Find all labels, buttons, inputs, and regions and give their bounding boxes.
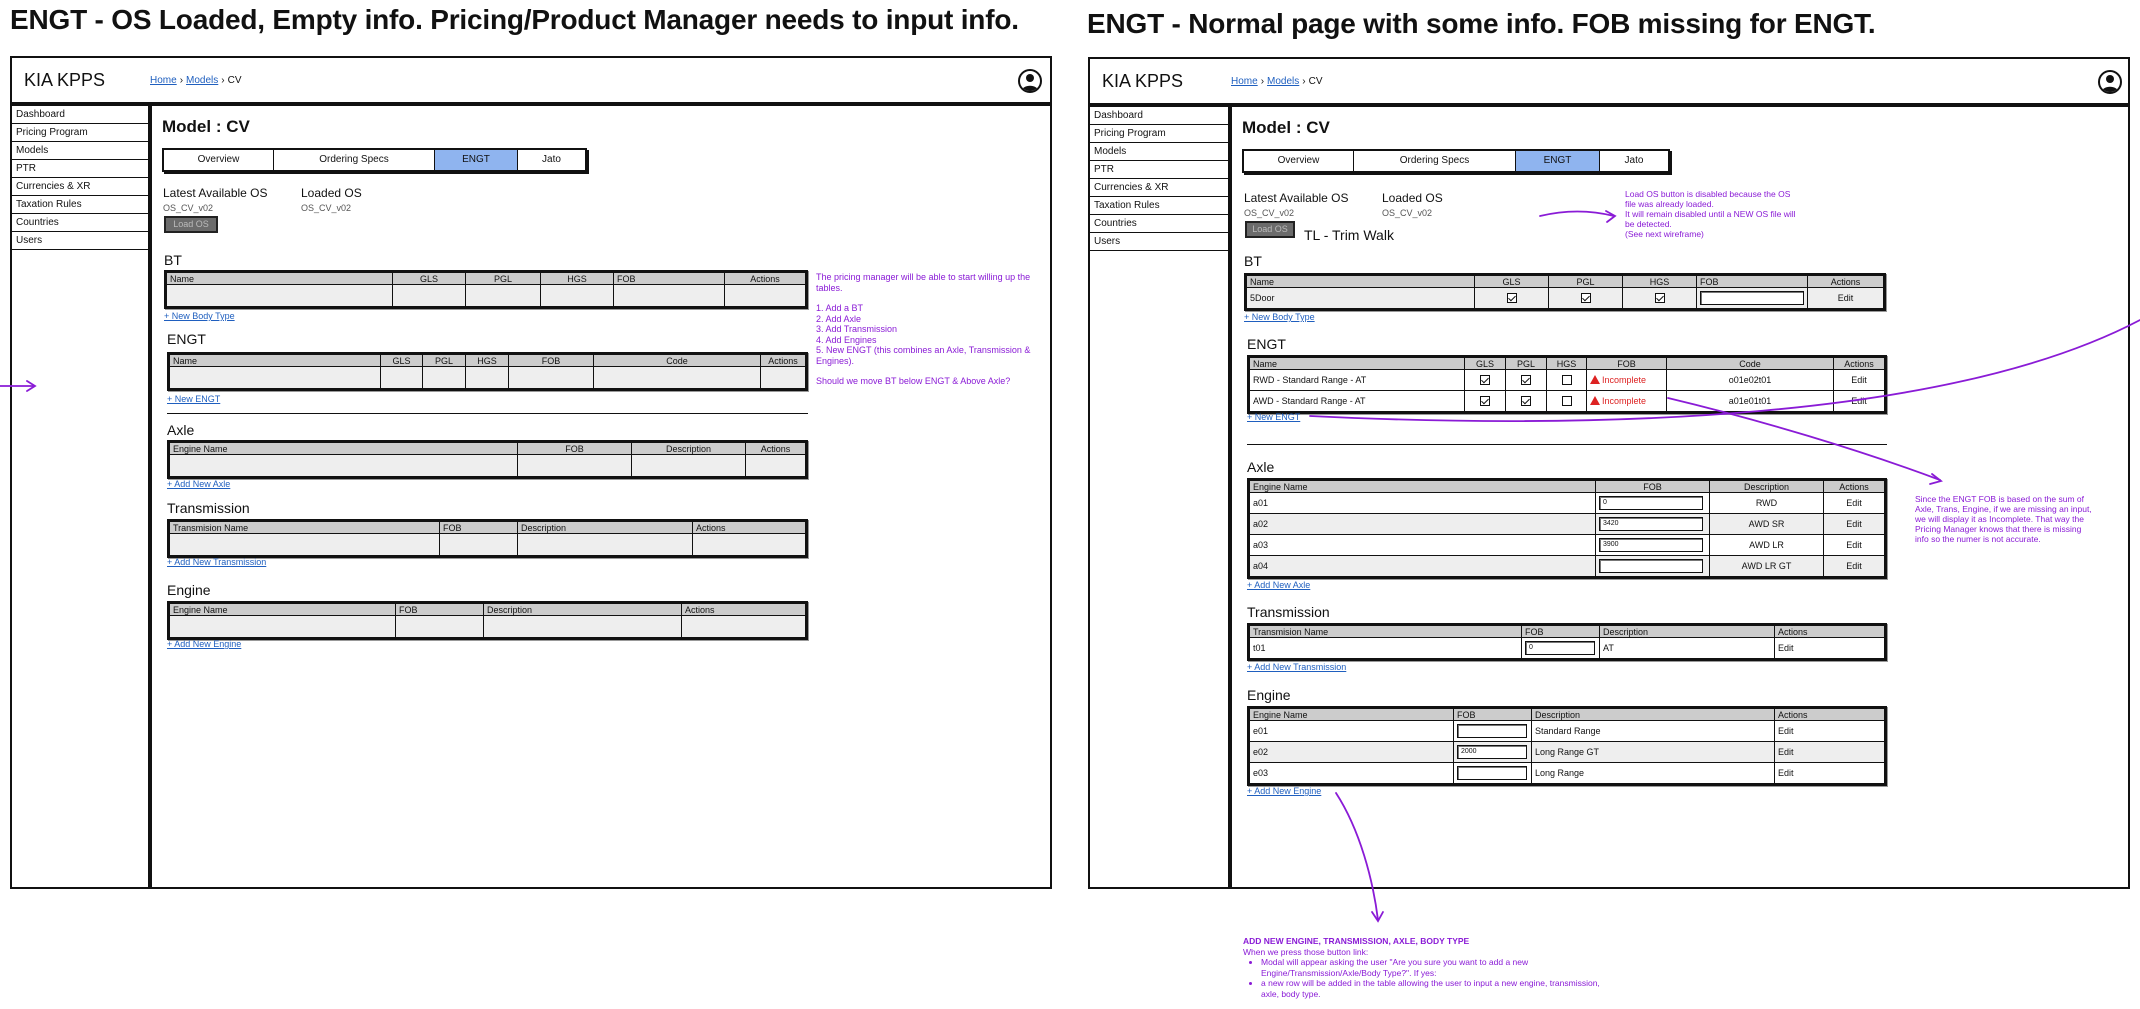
sidebar-item-users[interactable]: Users [11, 231, 149, 250]
bt-section-title: BT [164, 252, 182, 268]
axle-section-title: Axle [167, 422, 195, 438]
axle-section-title: Axle [1247, 459, 1275, 475]
col-header: Engine Name [1250, 481, 1596, 493]
edit-action[interactable]: Edit [1834, 370, 1885, 391]
row-name: 5Door [1247, 288, 1475, 309]
row-description: AWD LR [1710, 535, 1824, 556]
note-intro: When we press those button link: [1243, 946, 1369, 957]
row-code: o01e02t01 [1667, 370, 1834, 391]
new-body-type-link[interactable]: + New Body Type [164, 311, 235, 321]
tab-jato[interactable]: Jato [1624, 155, 1644, 166]
note-line: we will display it as Incomplete. That way the [1915, 514, 2084, 524]
transmission-section-title: Transmission [167, 500, 250, 516]
note-line: 3. Add Transmission [816, 324, 898, 334]
col-header: Actions [1824, 481, 1885, 493]
breadcrumb: Home › Models › CV [150, 75, 242, 86]
fob-input[interactable]: 0 [1525, 641, 1595, 655]
add-new-axle-link[interactable]: + Add New Axle [167, 479, 231, 489]
tab-jato[interactable]: Jato [542, 154, 561, 165]
note-title: ADD NEW ENGINE, TRANSMISSION, AXLE, BODY TYPE [1243, 936, 1470, 946]
breadcrumb-current: CV [227, 75, 242, 86]
tab-overview[interactable]: Overview [1244, 151, 1354, 171]
col-header: FOB [396, 604, 484, 616]
fob-input[interactable]: 2000 [1457, 745, 1527, 759]
note-line: Pricing Manager knows that there is missing [1915, 524, 2082, 534]
col-header: Description [484, 604, 682, 616]
note-line: Load OS button is disabled because the OS [1625, 189, 1791, 199]
col-header: Name [167, 273, 393, 285]
sidebar-item-users[interactable]: Users [1089, 232, 1229, 251]
sidebar-item-currencies[interactable]: Currencies & XR [11, 177, 149, 196]
fob-status: Incomplete [1602, 375, 1647, 385]
sidebar-item-currencies[interactable]: Currencies & XR [1089, 178, 1229, 197]
col-header: Description [632, 443, 746, 455]
latest-os-label: Latest Available OS [1244, 191, 1349, 205]
page-title: Model : CV [162, 117, 250, 136]
load-os-arrow [1540, 212, 1614, 217]
breadcrumb-current: CV [1308, 76, 1323, 87]
row-description: AT [1600, 638, 1775, 659]
fob-input[interactable]: 3420 [1599, 517, 1703, 531]
new-engt-link[interactable]: + New ENGT [1247, 412, 1301, 422]
note-line: (See next wireframe) [1625, 229, 1704, 239]
breadcrumb: Home › Models › CV [1231, 76, 1323, 87]
col-header: Actions [1775, 626, 1885, 638]
col-header: FOB [509, 355, 594, 367]
col-header: Actions [1808, 276, 1884, 288]
arrowhead [1606, 211, 1615, 222]
load-os-button[interactable]: Load OS [164, 216, 218, 233]
row-name: a01 [1250, 493, 1596, 514]
edit-action[interactable]: Edit [1775, 763, 1885, 784]
brand-logo: KIA KPPS [1102, 71, 1184, 91]
edit-action[interactable]: Edit [1824, 556, 1885, 577]
edit-action[interactable]: Edit [1775, 638, 1885, 659]
col-header: FOB [1697, 276, 1808, 288]
sidebar-item-dashboard[interactable]: Dashboard [1089, 106, 1229, 125]
col-header: Actions [746, 443, 806, 455]
transmission-section-title: Transmission [1247, 604, 1330, 620]
note-line: Should we move BT below ENGT & Above Axle? [816, 376, 1011, 386]
loaded-os-value: OS_CV_v02 [1382, 208, 1433, 218]
new-engt-link[interactable]: + New ENGT [167, 394, 221, 404]
add-new-transmission-link[interactable]: + Add New Transmission [167, 557, 267, 567]
col-header: Description [518, 522, 693, 534]
sidebar-item-pricing-program[interactable]: Pricing Program [11, 123, 149, 142]
loaded-os-value: OS_CV_v02 [301, 203, 352, 213]
latest-os-label: Latest Available OS [163, 186, 268, 200]
breadcrumb-models[interactable]: Models [1267, 76, 1300, 87]
row-name: RWD - Standard Range - AT [1250, 370, 1465, 391]
col-header: Transmision Name [1250, 626, 1522, 638]
latest-os-value: OS_CV_v02 [163, 203, 214, 213]
col-header: HGS [1623, 276, 1697, 288]
sidebar-item-countries[interactable]: Countries [1089, 214, 1229, 233]
row-name: a04 [1250, 556, 1596, 577]
latest-os-value: OS_CV_v02 [1244, 208, 1295, 218]
col-header: GLS [381, 355, 423, 367]
row-description: Long Range GT [1532, 742, 1775, 763]
fob-input[interactable]: 3900 [1599, 538, 1703, 552]
add-new-engine-link[interactable]: + Add New Engine [1247, 786, 1322, 796]
note-line: It will remain disabled until a NEW OS file will [1625, 209, 1796, 219]
fob-status: Incomplete [1602, 396, 1647, 406]
note-line: The pricing manager will be able to start willing up the tables. [816, 272, 1031, 293]
col-header: HGS [541, 273, 614, 285]
edit-action[interactable]: Edit [1775, 742, 1885, 763]
col-header: FOB [1587, 358, 1667, 370]
edit-action[interactable]: Edit [1834, 391, 1885, 412]
col-header: PGL [423, 355, 466, 367]
loaded-os-label: Loaded OS [1382, 191, 1443, 205]
sidebar-item-ptr[interactable]: PTR [11, 159, 149, 178]
sidebar-item-taxation[interactable]: Taxation Rules [1089, 196, 1229, 215]
trim-walk-label: TL - Trim Walk [1304, 227, 1394, 243]
col-header: PGL [1506, 358, 1547, 370]
col-header: Name [1247, 276, 1475, 288]
row-name: e03 [1250, 763, 1454, 784]
col-header: Actions [761, 355, 806, 367]
row-name: AWD - Standard Range - AT [1250, 391, 1465, 412]
note-line: be detected. [1625, 219, 1672, 229]
row-description: AWD SR [1710, 514, 1824, 535]
fob-arrow [1668, 398, 1940, 480]
page-title: Model : CV [1242, 118, 1330, 137]
col-header: Engine Name [170, 443, 518, 455]
new-engt-arrow [1310, 320, 2140, 421]
bt-section-title: BT [1244, 253, 1262, 269]
note-line: 1. Add a BT [816, 303, 864, 313]
breadcrumb-home[interactable]: Home [150, 75, 177, 86]
note-line: 5. New ENGT (this combines an Axle, Transmission & Engines). [816, 345, 1031, 366]
col-header: Engine Name [1250, 709, 1454, 721]
row-description: Long Range [1532, 763, 1775, 784]
col-header: Transmision Name [170, 522, 440, 534]
add-new-transmission-link[interactable]: + Add New Transmission [1247, 662, 1347, 672]
col-header: Actions [725, 273, 806, 285]
tab-engt[interactable]: ENGT [435, 150, 518, 170]
engine-section-title: Engine [167, 582, 211, 598]
note-bullet: • Modal will appear asking the user "Are you sure you want to add a new Engine/Transmission/Axle/Body Type?". If yes: [1261, 957, 1613, 978]
col-header: PGL [466, 273, 541, 285]
row-name: a02 [1250, 514, 1596, 535]
col-header: GLS [1465, 358, 1506, 370]
col-header: Actions [682, 604, 806, 616]
add-engine-arrow [1336, 793, 1378, 920]
col-header: FOB [1596, 481, 1710, 493]
col-header: Name [170, 355, 381, 367]
col-header: Description [1710, 481, 1824, 493]
tab-overview[interactable]: Overview [164, 150, 274, 170]
loaded-os-label: Loaded OS [301, 186, 362, 200]
tab-ordering-specs[interactable]: Ordering Specs [1354, 151, 1516, 171]
sidebar-item-pricing-program[interactable]: Pricing Program [1089, 124, 1229, 143]
col-header: HGS [1547, 358, 1587, 370]
add-new-axle-link[interactable]: + Add New Axle [1247, 580, 1311, 590]
engt-section-title: ENGT [1247, 336, 1286, 352]
edit-action[interactable]: Edit [1824, 535, 1885, 556]
new-body-type-link[interactable]: + New Body Type [1244, 312, 1315, 322]
row-name: a03 [1250, 535, 1596, 556]
sidebar-item-dashboard[interactable]: Dashboard [11, 105, 149, 124]
row-description: AWD LR GT [1710, 556, 1824, 577]
engt-section-title: ENGT [167, 331, 206, 347]
engine-section-title: Engine [1247, 687, 1291, 703]
col-header: Engine Name [170, 604, 396, 616]
col-header: FOB [1454, 709, 1532, 721]
edit-action[interactable]: Edit [1775, 721, 1885, 742]
note-line: info so the numer is not accurate. [1915, 534, 2041, 544]
col-header: FOB [614, 273, 725, 285]
add-new-engine-link[interactable]: + Add New Engine [167, 639, 242, 649]
note-line: file was already loaded. [1625, 199, 1714, 209]
note-line: 4. Add Engines [816, 334, 877, 345]
sidebar-item-models[interactable]: Models [1089, 142, 1229, 161]
note-line: 2. Add Axle [816, 313, 862, 324]
sidebar-item-models[interactable]: Models [11, 141, 149, 160]
left-wireframe-heading: ENGT - OS Loaded, Empty info. Pricing/Product Manager needs to input info. [10, 4, 1019, 35]
tab-ordering-specs[interactable]: Ordering Specs [274, 150, 435, 170]
note-line: Since the ENGT FOB is based on the sum of [1915, 494, 2084, 504]
breadcrumb-models[interactable]: Models [186, 75, 219, 86]
tab-engt[interactable]: ENGT [1516, 151, 1600, 171]
sidebar-item-ptr[interactable]: PTR [1089, 160, 1229, 179]
col-header: Description [1532, 709, 1775, 721]
edit-action[interactable]: Edit [1808, 288, 1884, 309]
brand-logo: KIA KPPS [24, 70, 106, 90]
note-bullet: • a new row will be added in the table allowing the user to input a new engine, transmission, axle, body type. [1261, 978, 1613, 999]
row-name: e02 [1250, 742, 1454, 763]
fob-input[interactable]: 0 [1599, 496, 1703, 510]
note-line: Axle, Trans, Engine, if we are missing an input, [1915, 504, 2092, 514]
sidebar-item-countries[interactable]: Countries [11, 213, 149, 232]
row-name: e01 [1250, 721, 1454, 742]
row-name: t01 [1250, 638, 1522, 659]
breadcrumb-home[interactable]: Home [1231, 76, 1258, 87]
col-header: FOB [518, 443, 632, 455]
col-header: FOB [1522, 626, 1600, 638]
col-header: Description [1600, 626, 1775, 638]
col-header: Actions [1834, 358, 1885, 370]
sidebar-item-taxation[interactable]: Taxation Rules [11, 195, 149, 214]
row-description: Standard Range [1532, 721, 1775, 742]
col-header: Actions [1775, 709, 1885, 721]
edit-action[interactable]: Edit [1824, 514, 1885, 535]
row-description: RWD [1710, 493, 1824, 514]
col-header: GLS [393, 273, 466, 285]
col-header: FOB [440, 522, 518, 534]
col-header: HGS [466, 355, 509, 367]
col-header: GLS [1475, 276, 1549, 288]
col-header: Name [1250, 358, 1465, 370]
col-header: Actions [693, 522, 806, 534]
edit-action[interactable]: Edit [1824, 493, 1885, 514]
col-header: Code [594, 355, 761, 367]
col-header: Code [1667, 358, 1834, 370]
load-os-button[interactable]: Load OS [1245, 221, 1295, 238]
row-code: a01e01t01 [1667, 391, 1834, 412]
col-header: PGL [1549, 276, 1623, 288]
right-wireframe-heading: ENGT - Normal page with some info. FOB missing for ENGT. [1087, 8, 1876, 39]
